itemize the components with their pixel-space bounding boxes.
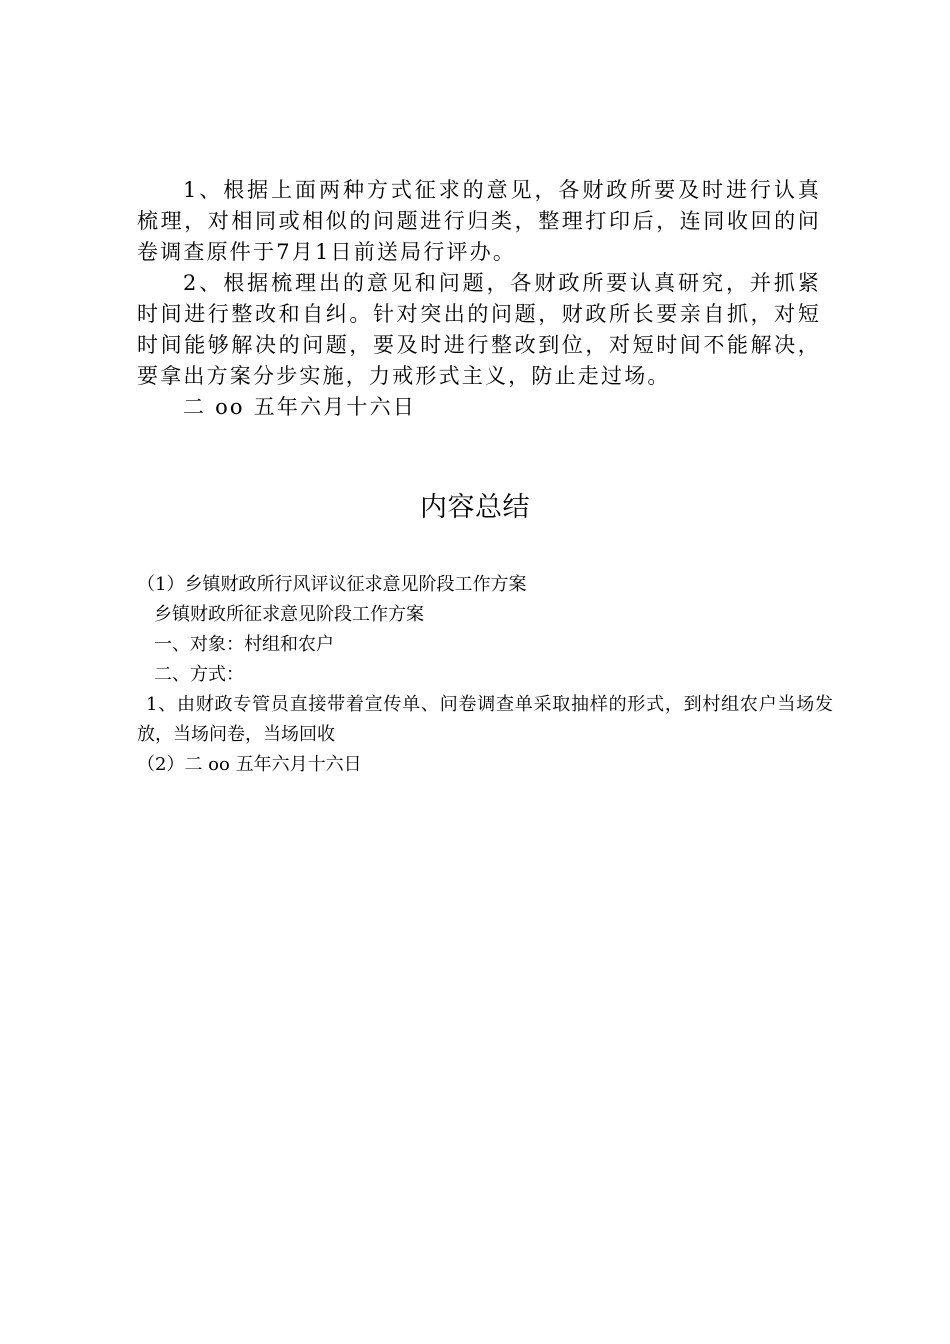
paragraph-1: 1、根据上面两种方式征求的意见，各财政所要及时进行认真梳理，对相同或相似的问题进行归类，整理打印后，连同收回的问卷调查原件于7月1日前送局行评办。 bbox=[137, 178, 821, 264]
summary-title: 内容总结 bbox=[420, 492, 530, 523]
summary-item-1-detail: 1、由财政专管员直接带着宣传单、问卷调查单采取抽样的形式，到村组农户当场发放，当场问卷，当场回收 bbox=[137, 694, 833, 745]
summary-item-1-target: 一、对象：村组和农户 bbox=[154, 634, 334, 655]
summary-section bbox=[137, 570, 833, 780]
summary-item-1-subtitle: 乡镇财政所征求意见阶段工作方案 bbox=[154, 604, 424, 625]
summary-item-1-method: 二、方式： bbox=[154, 664, 244, 685]
document-body bbox=[137, 175, 821, 423]
document-date: 二 oo 五年六月十六日 bbox=[183, 395, 417, 419]
summary-item-2: （2）二 oo 五年六月十六日 bbox=[137, 754, 362, 775]
summary-item-1: （1）乡镇财政所行风评议征求意见阶段工作方案 bbox=[137, 574, 527, 595]
paragraph-2: 2、根据梳理出的意见和问题，各财政所要认真研究，并抓紧时间进行整改和自纠。针对突出的问题，财政所长要亲自抓，对短时间能够解决的问题，要及时进行整改到位，对短时间不能解决，要拿出方案分步实施，力戒形式主义，防止走过场。 bbox=[137, 271, 821, 388]
